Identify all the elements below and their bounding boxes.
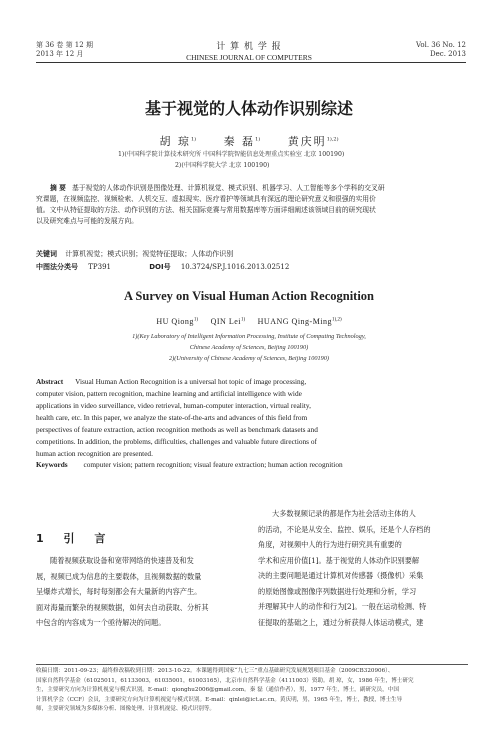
header-date-en: Dec. 2013	[430, 50, 466, 58]
abstract-en-line: applications in video surveillance, video retrieval, human-computer interaction, virtual reality,	[36, 401, 311, 410]
body-line: 中包含的内容成为一个亟待解决的问题。	[36, 618, 166, 627]
author-cn: 黄庆明$^{1),2)}$	[287, 135, 339, 148]
body-left-column	[36, 553, 241, 631]
body-line: 大多数视频记录的都是作为社会活动主体的人	[272, 509, 416, 518]
abstract-en-line: competitions. In addition, the problems, difficulties, challenges and valuable future directions of	[36, 437, 317, 446]
author-en: QIN Lei$^{1)}$	[210, 317, 246, 326]
author-en: HUANG Qing-Ming$^{1),2)}$	[257, 317, 342, 326]
body-line: 面对海量而繁杂的视频数据，如何去自动获取、分析其	[36, 602, 209, 612]
body-line: 展，视频已成为信息的主要载体，且视频数据的数量	[36, 571, 202, 581]
affiliation-cn-1: 1)(中国科学院计算技术研究所 中国科学院智能信息处理重点实验室 北京 100190)	[118, 151, 345, 158]
keywords-cn	[36, 249, 233, 259]
abstract-en-line: computer vision, pattern recognition, machine learning and artificial intelligence with wide	[36, 389, 302, 398]
abstract-en	[36, 376, 468, 460]
affiliation-en-2: Chinese Academy of Sciences, Beijing 100190)	[189, 344, 309, 351]
author-cn: 胡 琼$^{1)}$	[159, 135, 197, 148]
header-vol-no: Vol. 36 No. 12	[415, 41, 466, 49]
affiliation-en-1: 1)(Key Laboratory of Intelligent Information Processing, Institute of Computing Technology,	[132, 333, 366, 340]
footnote-line: 计算机学会（CCF）会员，主要研究方向为计算机视觉与模式识别。E-mail：qinlei@ict.ac.cn。黄庆明，男，1965 年生，博士，教授，博士生导	[36, 696, 403, 703]
abstract-en-line: perspectives of feature extraction, action recognition methods as well as benchmark datasets and	[36, 425, 318, 434]
paper-title-en: A Survey on Visual Human Action Recognition	[123, 289, 375, 303]
doi-label: DOI号	[149, 263, 171, 271]
keywords-en	[36, 460, 476, 469]
keywords-en-text: computer vision; pattern recognition; visual feature extraction; human action recognition	[83, 460, 343, 469]
clc-value: TP391	[88, 263, 111, 271]
abstract-cn	[36, 183, 466, 227]
footnote	[36, 667, 468, 715]
abstract-en-line: health care, etc. In this paper, we analyze the state-of-the-arts and advances of this field from	[36, 413, 308, 422]
journal-name-en: CHINESE JOURNAL OF COMPUTERS	[186, 53, 312, 62]
abstract-cn-line: 值。文中从特征提取的方法、动作识别的方法、相关国际竞赛与常用数据库等方面详细阐述该领域目前的研究现状	[36, 206, 376, 214]
footnote-line: 师，主要研究领域为多媒体分析、图像处理、计算机视觉、模式识别等。	[36, 706, 216, 712]
abstract-en-label: Abstract	[36, 377, 64, 386]
affiliation-en-3: 2)(University of Chinese Academy of Sciences, Beijing 100190)	[168, 355, 330, 362]
keywords-cn-text: 计算机视觉；模式识别；视觉特征提取；人体动作识别	[65, 250, 234, 258]
body-right-column	[258, 506, 470, 630]
body-line: 的原始图像或图像序列数据进行处理和分析，学习	[258, 586, 417, 596]
keywords-en-label: Keywords	[36, 460, 68, 469]
footnote-line: 收稿日期：2011-09-23；最终修改稿收到日期：2013-10-22。本课题得到国家“九七三”重点基础研究发展规划项目基金（2009CB320906）、	[36, 668, 394, 674]
abstract-en-line: Abstract Visual Human Action Recognition is a universal hot topic of image processing,	[36, 377, 307, 386]
affiliation-cn-2: 2)(中国科学院大学 北京 100190)	[175, 162, 270, 169]
authors-en	[0, 317, 498, 326]
authors-cn	[0, 133, 498, 149]
author-en: HU Qiong$^{1)}$	[156, 317, 199, 326]
body-line: 学术和应用价值[1]。基于视觉的人体动作识别要解	[258, 555, 420, 565]
keywords-cn-label: 关键词	[36, 250, 57, 258]
section-heading: 1 引 言	[36, 532, 114, 545]
classification-line	[36, 262, 289, 272]
header-volume-issue: 第 36 卷 第 12 期	[36, 41, 93, 49]
author-cn: 秦 磊$^{1)}$	[223, 135, 261, 148]
footnote-rule	[36, 664, 468, 665]
body-line: 随着视频获取设备和宽带网络的快速普及和发	[50, 556, 194, 565]
body-line: 并理解其中人的动作和行为[2]。一般在运动检测、特	[258, 602, 427, 611]
abstract-en-line: human action recognition are presented.	[36, 449, 153, 458]
body-line: 决的主要问题是通过计算机对传感器（摄像机）采集	[258, 571, 424, 580]
body-line: 呈爆炸式增长，每时每刻都会有大量新的内容产生。	[36, 587, 202, 596]
footnote-line: 国家自然科学基金（61025011，61133003，61035001，61003165），北京市自然科学基金（4111003）资助。胡 琼，女，1986 年生，博士研究	[36, 677, 414, 684]
doi-value: 10.3724/SP.J.1016.2013.02512	[180, 263, 290, 271]
abstract-cn-label: 摘 要	[50, 184, 66, 192]
paper-title-cn: 基于视觉的人体动作识别综述	[144, 99, 353, 118]
header-volume-en	[416, 41, 466, 59]
footnote-line: 生，主要研究方向为计算机视觉与模式识别。E-mail：qionghu2006@gmail.com。秦 磊（通信作者），男，1977 年生，博士，副研究员，中国	[36, 687, 399, 693]
clc-label: 中图法分类号	[36, 263, 78, 271]
body-line: 的活动，不论是从安全、监控、娱乐，还是个人存档的	[258, 524, 431, 534]
abstract-cn-line: 究课题，在视频监控、视频检索、人机交互、虚拟现实、医疗看护等领域具有深远的理论研究意义和很强的实用价	[36, 195, 376, 203]
abstract-cn-line: 以及研究难点与可能的发展方向。	[36, 217, 138, 225]
body-line: 征提取的基础之上，通过分析获得人体运动模式，建	[258, 617, 424, 627]
journal-name-cn: 计 算 机 学 报	[216, 42, 282, 52]
body-line: 角度，对视频中人的行为进行研究具有重要的	[258, 540, 402, 549]
header-rule	[36, 62, 466, 63]
abstract-cn-line: 摘 要 基于视觉的人体动作识别是图像处理、计算机视觉、模式识别、机器学习、人工智能等多个学科的交叉研	[50, 184, 385, 192]
header-date-cn: 2013 年 12 月	[36, 50, 84, 58]
